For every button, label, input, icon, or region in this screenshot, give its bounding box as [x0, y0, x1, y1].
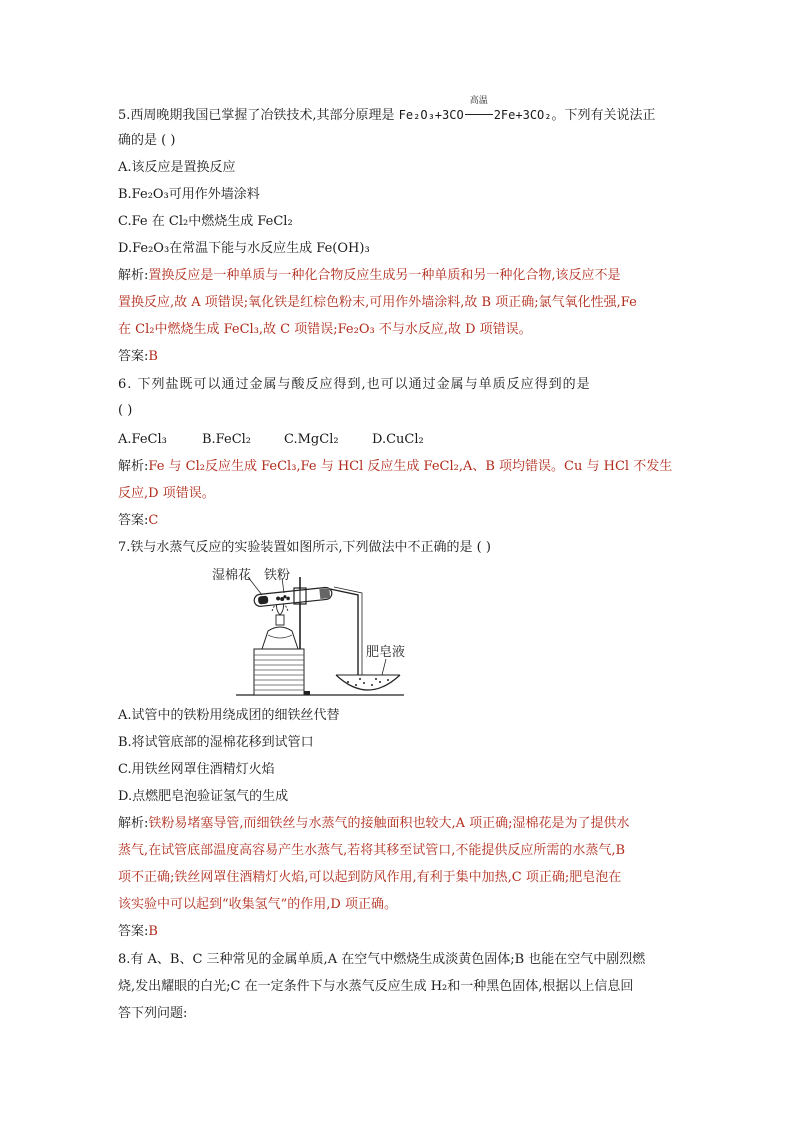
q5-stem-line-1 — [118, 96, 678, 125]
q8-line-2: 烧,发出耀眼的白光;C 在一定条件下与水蒸气反应生成 H₂和一种黑色固体,根据以上信息回 — [118, 979, 634, 994]
q6-answer-value: C — [148, 513, 159, 528]
q6-answer — [118, 512, 678, 530]
q6-analysis-label: 解析: — [118, 459, 149, 474]
q5-equation-left: Fe₂O₃+3CO — [398, 108, 464, 122]
q6-option-d: D.CuCl₂ — [372, 432, 424, 447]
q5-equation-right: 2Fe+3CO₂ — [493, 108, 552, 122]
q7-option-a: A.试管中的铁粉用绕成团的细铁丝代替 — [118, 708, 340, 723]
label-iron-powder: 铁粉 — [264, 568, 291, 583]
q5-stem-c: 确的是 ( ) — [118, 133, 176, 148]
q6-stem-b: ( ) — [118, 403, 133, 418]
q6-analysis-line-1 — [118, 458, 678, 476]
q7-option-b: B.将试管底部的湿棉花移到试管口 — [118, 735, 314, 750]
q6-stem-a: 6. 下列盐既可以通过金属与酸反应得到,也可以通过金属与单质反应得到的是 — [118, 377, 591, 392]
q5-equation-arrow — [464, 96, 494, 125]
q5-option-c: C.Fe 在 Cl₂中燃烧生成 FeCl₂ — [118, 214, 293, 229]
q7-stem: 7.铁与水蒸气反应的实验装置如图所示,下列做法中不正确的是 ( ) — [118, 540, 491, 555]
q5-answer-label: 答案: — [118, 349, 149, 364]
q5-option-a: A.该反应是置换反应 — [118, 160, 236, 175]
q7-answer — [118, 923, 678, 941]
q7-answer-label: 答案: — [118, 924, 149, 939]
label-wet-cotton: 湿棉花 — [212, 568, 252, 583]
q5-analysis-text-1: 置换反应是一种单质与一种化合物反应生成另一种单质和另一种化合物,该反应不是 — [148, 268, 621, 283]
q5-stem-b: 。下列有关说法正 — [551, 108, 656, 123]
q6-analysis-line-2: 反应,D 项错误。 — [118, 486, 215, 501]
q5-stem-a: 5.西周晚期我国已掌握了冶铁技术,其部分原理是 — [118, 108, 399, 123]
q5-analysis-line-2: 置换反应,故 A 项错误;氧化铁是红棕色粉末,可用作外墙涂料,故 B 项正确;氯气氧化性强,Fe — [118, 295, 637, 310]
q7-answer-value: B — [148, 924, 158, 939]
q7-analysis-text-1: 铁粉易堵塞导管,而细铁丝与水蒸气的接触面积也较大,A 项正确;湿棉花是为了提供水 — [148, 816, 630, 831]
q6-analysis-text-1: Fe 与 Cl₂反应生成 FeCl₃,Fe 与 HCl 反应生成 FeCl₂,A、B 项均错误。Cu 与 HCl 不发生 — [148, 459, 673, 474]
q5-answer — [118, 348, 678, 366]
q7-option-c: C.用铁丝网罩住酒精灯火焰 — [118, 762, 275, 777]
q6-options — [118, 431, 678, 449]
q6-option-c: C.MgCl₂ — [284, 432, 339, 447]
q5-option-b: B.Fe₂O₃可用作外墙涂料 — [118, 187, 260, 202]
q7-analysis-label: 解析: — [118, 816, 149, 831]
q5-option-d: D.Fe₂O₃在常温下能与水反应生成 Fe(OH)₃ — [118, 241, 370, 256]
label-soap-solution: 肥皂液 — [366, 645, 406, 660]
q6-option-b: B.FeCl₂ — [202, 432, 252, 447]
q8-line-1: 8.有 A、B、C 三种常见的金属单质,A 在空气中燃烧生成淡黄色固体;B 也能在空气中剧烈燃 — [118, 952, 646, 967]
q5-answer-value: B — [148, 349, 158, 364]
q7-option-d: D.点燃肥皂泡验证氢气的生成 — [118, 789, 289, 804]
q6-answer-label: 答案: — [118, 513, 149, 528]
q7-analysis-line-2: 蒸气,在试管底部温度高容易产生水蒸气,若将其移至试管口,不能提供反应所需的水蒸气,B — [118, 843, 626, 858]
q5-analysis-label: 解析: — [118, 268, 149, 283]
q8-line-3: 答下列问题: — [118, 1006, 188, 1021]
q7-analysis-line-4: 该实验中可以起到“收集氢气”的作用,D 项正确。 — [118, 897, 397, 912]
q7-analysis-line-3: 项不正确;铁丝网罩住酒精灯火焰,可以起到防风作用,有利于集中加热,C 项正确;肥皂泡在 — [118, 870, 622, 885]
q7-analysis-line-1 — [118, 815, 678, 833]
q5-equation-condition: 高温 — [469, 96, 488, 106]
apparatus-figure — [212, 565, 418, 700]
q5-analysis-line-3: 在 Cl₂中燃烧生成 FeCl₃,故 C 项错误;Fe₂O₃ 不与水反应,故 D 项错误。 — [118, 322, 532, 337]
q5-analysis-line-1 — [118, 267, 678, 285]
q6-option-a: A.FeCl₃ — [118, 432, 167, 447]
